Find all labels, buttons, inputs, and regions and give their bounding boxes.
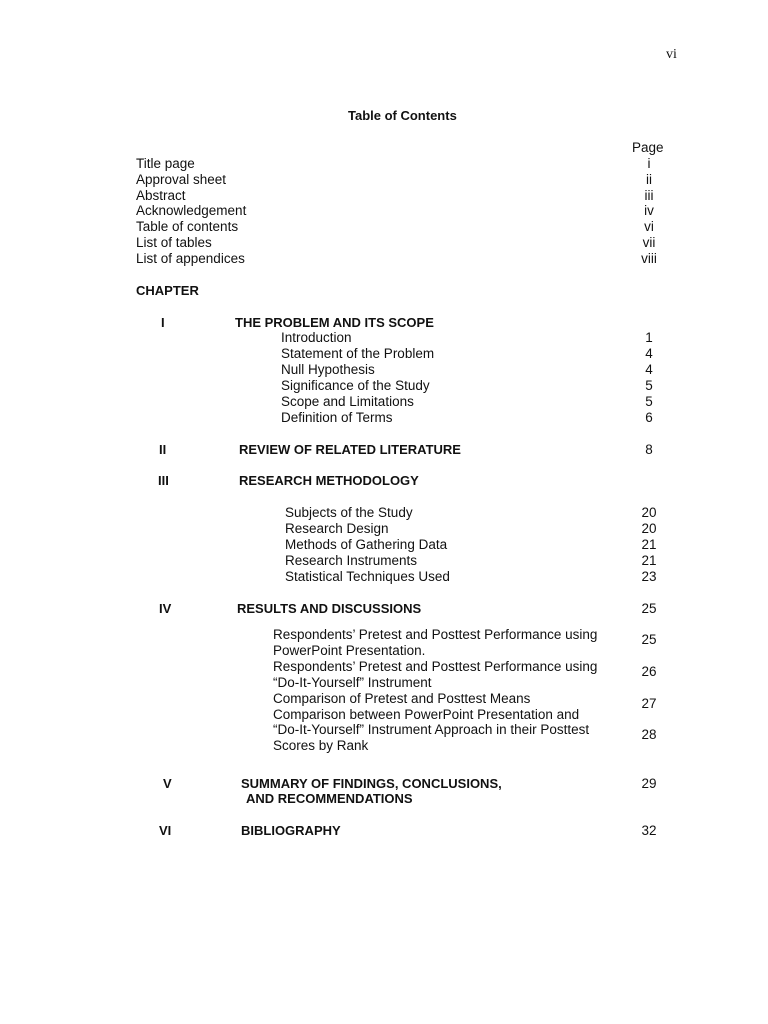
chapter-numeral: I: [161, 315, 165, 330]
section-label: Research Instruments: [285, 553, 418, 568]
section-page: 20: [641, 505, 657, 520]
section-label: Statement of the Problem: [281, 346, 435, 361]
section-label: Research Design: [285, 521, 389, 536]
section-label: Respondents’ Pretest and Posttest Performance using: [273, 659, 598, 674]
section-label-continued: “Do-It-Yourself” Instrument Approach in their Posttest: [273, 722, 590, 737]
section-label: Significance of the Study: [281, 378, 430, 393]
chapter-page: 8: [645, 442, 653, 457]
section-label: Null Hypothesis: [281, 362, 375, 377]
chapter-title: BIBLIOGRAPHY: [241, 823, 341, 838]
section-page: 28: [641, 727, 657, 742]
section-page: 20: [641, 521, 657, 536]
front-item-page: iv: [644, 203, 654, 218]
section-label: Definition of Terms: [281, 410, 393, 425]
section-page: 27: [641, 696, 657, 711]
front-item-page: vi: [644, 219, 654, 234]
section-page: 6: [645, 410, 653, 425]
chapter-title-continued: AND RECOMMENDATIONS: [246, 791, 413, 806]
section-label: Statistical Techniques Used: [285, 569, 450, 584]
toc-title: Table of Contents: [348, 108, 457, 123]
chapter-numeral: II: [159, 442, 167, 457]
section-label: Introduction: [281, 330, 352, 345]
section-page: 21: [641, 537, 657, 552]
chapter-numeral: VI: [159, 823, 172, 838]
section-page: 21: [641, 553, 657, 568]
chapter-numeral: III: [158, 473, 169, 488]
section-page: 4: [645, 362, 653, 377]
front-item-label: List of tables: [136, 235, 212, 250]
front-item-page: viii: [641, 251, 657, 266]
section-label-continued: PowerPoint Presentation.: [273, 643, 426, 658]
front-item-label: Acknowledgement: [136, 203, 247, 218]
section-label-continued: Scores by Rank: [273, 738, 369, 753]
section-label: Methods of Gathering Data: [285, 537, 448, 552]
front-item-label: Approval sheet: [136, 172, 227, 187]
chapter-page: 25: [641, 601, 657, 616]
chapter-title: REVIEW OF RELATED LITERATURE: [239, 442, 461, 457]
chapter-page: 29: [641, 776, 657, 791]
chapter-heading: CHAPTER: [136, 283, 199, 298]
front-item-page: vii: [642, 235, 656, 250]
section-page: 1: [645, 330, 653, 345]
chapter-numeral: IV: [159, 601, 172, 616]
front-item-page: i: [647, 156, 651, 171]
section-page: 23: [641, 569, 657, 584]
chapter-title: RESEARCH METHODOLOGY: [239, 473, 419, 488]
section-label: Subjects of the Study: [285, 505, 413, 520]
front-item-label: List of appendices: [136, 251, 245, 266]
chapter-numeral: V: [163, 776, 172, 791]
page-number: vi: [666, 47, 677, 62]
front-item-label: Table of contents: [136, 219, 239, 234]
section-label-continued: “Do-It-Yourself” Instrument: [273, 675, 432, 690]
chapter-page: 32: [641, 823, 657, 838]
front-item-page: iii: [644, 188, 654, 203]
chapter-title: SUMMARY OF FINDINGS, CONCLUSIONS,: [241, 776, 502, 791]
front-item-label: Abstract: [136, 188, 186, 203]
section-label: Comparison of Pretest and Posttest Means: [273, 691, 531, 706]
chapter-title: THE PROBLEM AND ITS SCOPE: [235, 315, 434, 330]
section-page: 25: [641, 632, 657, 647]
front-item-page: ii: [646, 172, 652, 187]
front-item-label: Title page: [136, 156, 195, 171]
section-page: 5: [645, 378, 653, 393]
section-page: 4: [645, 346, 653, 361]
section-label: Comparison between PowerPoint Presentation and: [273, 707, 580, 722]
section-label: Respondents’ Pretest and Posttest Performance using: [273, 627, 598, 642]
section-page: 5: [645, 394, 653, 409]
section-page: 26: [641, 664, 657, 679]
section-label: Scope and Limitations: [281, 394, 414, 409]
page-column-header: Page: [632, 140, 664, 155]
chapter-title: RESULTS AND DISCUSSIONS: [237, 601, 422, 616]
